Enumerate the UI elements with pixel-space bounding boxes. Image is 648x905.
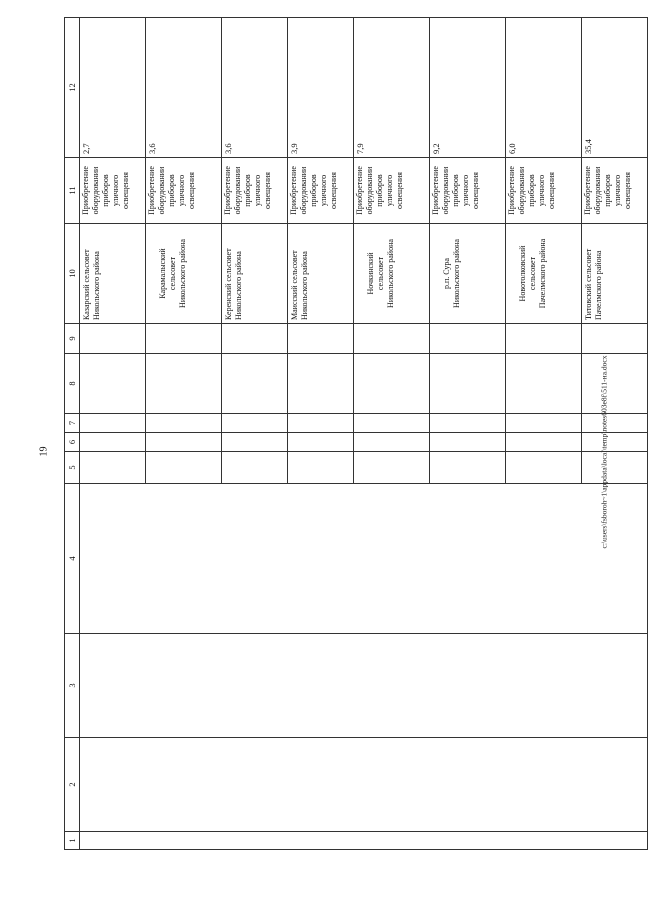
column-header: 6 (65, 433, 80, 452)
cell-empty (80, 484, 648, 634)
cell-empty (288, 354, 354, 414)
cell-empty (430, 354, 506, 414)
column-header: 11 (65, 158, 80, 224)
cell-empty (354, 414, 430, 433)
cell-empty (354, 354, 430, 414)
cell-empty (582, 324, 648, 354)
cell-empty (80, 738, 648, 832)
column-header: 4 (65, 484, 80, 634)
column-header: 12 (65, 18, 80, 158)
purpose-cell: Приобретение оборудовании приборов уличного освещения (354, 158, 430, 224)
document-path-text: c:\users\fsboroh~1\appdata\local\temp\notes603e8f\511-на.docx (599, 355, 609, 549)
purpose-cell: Приобретение оборудовании приборов уличного освещения (506, 158, 582, 224)
cell-empty (582, 414, 648, 433)
cell-empty (288, 433, 354, 452)
cell-empty (582, 433, 648, 452)
municipality-cell: Новотолковский сельсовет Пачелмского района (506, 224, 582, 324)
cell-empty (146, 324, 222, 354)
cell-empty (288, 414, 354, 433)
cell-empty (222, 452, 288, 484)
amount-cell: 3,9 (288, 18, 354, 158)
column-header: 7 (65, 414, 80, 433)
municipality-cell: р.п. Сура Никольского района (430, 224, 506, 324)
amount-cell: 3,6 (222, 18, 288, 158)
column-header: 8 (65, 354, 80, 414)
cell-empty (354, 433, 430, 452)
cell-empty (146, 452, 222, 484)
cell-empty (288, 452, 354, 484)
amount-cell: 7,9 (354, 18, 430, 158)
cell-empty (146, 414, 222, 433)
column-header: 3 (65, 634, 80, 738)
cell-empty (80, 324, 146, 354)
purpose-cell: Приобретение оборудовании приборов уличного освещения (582, 158, 648, 224)
cell-empty (582, 452, 648, 484)
municipality-cell: Керенский сельсовет Никольского района (222, 224, 288, 324)
cell-empty (354, 324, 430, 354)
cell-empty (80, 452, 146, 484)
cell-empty (80, 414, 146, 433)
cell-empty (506, 324, 582, 354)
cell-empty (222, 324, 288, 354)
page-number (39, 446, 49, 457)
funding-table (64, 17, 648, 850)
purpose-cell: Приобретение оборудовании приборов уличного освещения (146, 158, 222, 224)
municipality-cell: Маисский сельсовет Никольского района (288, 224, 354, 324)
column-header: 1 (65, 832, 80, 850)
cell-empty (506, 414, 582, 433)
cell-empty (146, 354, 222, 414)
purpose-cell: Приобретение оборудовании приборов уличного освещения (288, 158, 354, 224)
cell-empty (80, 634, 648, 738)
purpose-cell: Приобретение оборудовании приборов уличного освещения (430, 158, 506, 224)
cell-empty (430, 324, 506, 354)
cell-empty (430, 414, 506, 433)
cell-empty (222, 354, 288, 414)
column-header: 10 (65, 224, 80, 324)
cell-empty (146, 433, 222, 452)
cell-empty (288, 324, 354, 354)
cell-empty (582, 354, 648, 414)
municipality-cell: Карамалыский сельсовет Никольского района (146, 224, 222, 324)
page-number-text: 19 (38, 446, 50, 457)
table-row (80, 18, 146, 850)
cell-empty (354, 452, 430, 484)
column-header: 2 (65, 738, 80, 832)
amount-cell: 6,0 (506, 18, 582, 158)
cell-empty (506, 433, 582, 452)
cell-empty (430, 433, 506, 452)
amount-cell: 3,6 (146, 18, 222, 158)
cell-empty (80, 832, 648, 850)
amount-cell: 2,7 (80, 18, 146, 158)
purpose-cell: Приобретение оборудовании приборов уличного освещения (80, 158, 146, 224)
cell-empty (80, 354, 146, 414)
column-header: 9 (65, 324, 80, 354)
cell-empty (430, 452, 506, 484)
amount-cell: 9,2 (430, 18, 506, 158)
municipality-cell: Казарский сельсовет Никольского района (80, 224, 146, 324)
municipality-cell: Титовский сельсовет Пачелмского района (582, 224, 648, 324)
purpose-cell: Приобретение оборудовании приборов уличного освещения (222, 158, 288, 224)
cell-empty (506, 354, 582, 414)
table-header-row (65, 18, 80, 850)
municipality-cell: Ночкинский сельсовет Никольского района (354, 224, 430, 324)
cell-empty (80, 433, 146, 452)
cell-empty (222, 414, 288, 433)
cell-empty (506, 452, 582, 484)
cell-empty (222, 433, 288, 452)
column-header: 5 (65, 452, 80, 484)
amount-cell: 35,4 (582, 18, 648, 158)
